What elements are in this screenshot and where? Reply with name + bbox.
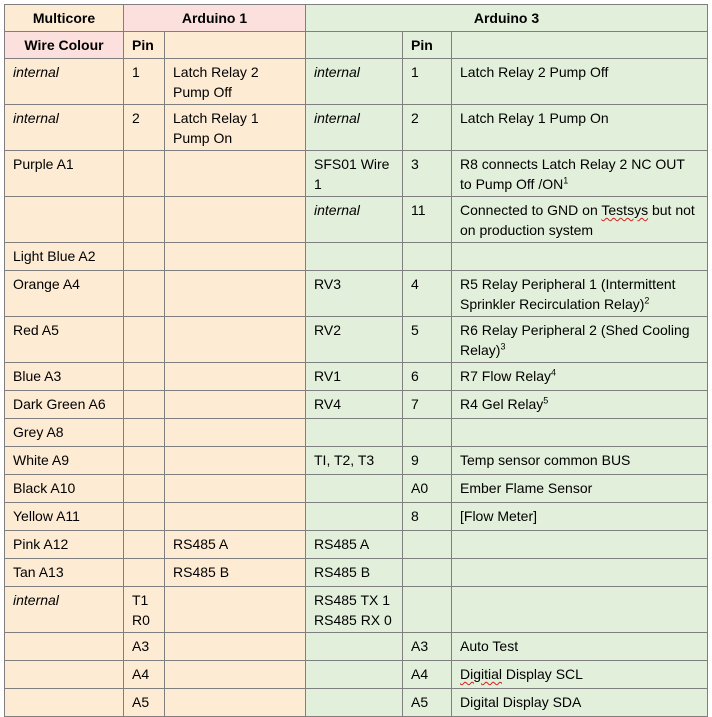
- arduino1-desc-header: [165, 32, 306, 59]
- cell-text: Latch Relay 1 Pump On: [173, 110, 259, 146]
- arduino3-pin-cell: [403, 271, 452, 317]
- cell-text: Ember Flame Sensor: [460, 480, 593, 496]
- header-row-1: [5, 5, 708, 32]
- arduino1-desc-cell: [165, 447, 306, 475]
- arduino3-src-cell: [306, 363, 403, 391]
- cell-text: 5: [411, 322, 419, 338]
- arduino3-pin-cell: [403, 151, 452, 197]
- arduino3-desc-cell: [452, 317, 708, 363]
- desc-text: but not on production system: [460, 202, 695, 238]
- table-row: [5, 559, 708, 587]
- arduino1-pin-cell: [124, 271, 165, 317]
- table-row: [5, 151, 708, 197]
- arduino1-pin-cell: [124, 197, 165, 243]
- cell-text: RS485 TX 1 RS485 RX 0: [314, 592, 392, 628]
- cell-text: R6 Relay Peripheral 2 (Shed Cooling Relay): [460, 322, 690, 358]
- arduino3-pin-cell: [403, 363, 452, 391]
- arduino3-desc-cell: [452, 271, 708, 317]
- arduino3-src-cell: [306, 317, 403, 363]
- cell-text: [Flow Meter]: [460, 508, 538, 524]
- table-row: [5, 419, 708, 447]
- wire-colour-cell: [5, 271, 124, 317]
- cell-text: A5: [411, 694, 429, 710]
- arduino1-pin-cell: [124, 419, 165, 447]
- cell-text: RS485 A: [173, 536, 229, 552]
- arduino1-desc-cell: [165, 271, 306, 317]
- wire-colour-cell: [5, 419, 124, 447]
- arduino1-pin-header: Pin: [124, 32, 165, 59]
- cell-text: 1: [411, 64, 419, 80]
- cell-text: RS485 A: [314, 536, 370, 552]
- arduino3-desc-cell: [452, 151, 708, 197]
- table-row: [5, 447, 708, 475]
- cell-text: Latch Relay 2 Pump Off: [173, 64, 259, 100]
- cell-text: 8: [411, 508, 419, 524]
- cell-text: Latch Relay 2 Pump Off: [460, 64, 609, 80]
- cell-text: internal: [314, 202, 360, 218]
- arduino3-pin-cell: [403, 391, 452, 419]
- cell-text: A3: [132, 638, 150, 654]
- arduino3-pin-cell: [403, 419, 452, 447]
- footnote-marker: 1: [563, 175, 569, 186]
- table-row: [5, 363, 708, 391]
- footnote-marker: 5: [543, 395, 549, 406]
- cell-text: Blue A3: [13, 368, 62, 384]
- arduino3-pin-cell: [403, 447, 452, 475]
- desc-text: Connected to GND on: [460, 202, 602, 218]
- arduino1-desc-cell: [165, 587, 306, 633]
- arduino1-pin-cell: [124, 105, 165, 151]
- table-row: [5, 633, 708, 661]
- arduino1-pin-cell: [124, 633, 165, 661]
- arduino3-pin-cell: [403, 531, 452, 559]
- cell-text: Dark Green A6: [13, 396, 106, 412]
- arduino3-desc-cell: [452, 531, 708, 559]
- arduino3-src-cell: [306, 503, 403, 531]
- wiring-table: [4, 4, 708, 717]
- wire-colour-cell: [5, 475, 124, 503]
- arduino1-desc-cell: [165, 475, 306, 503]
- wire-colour-cell: [5, 531, 124, 559]
- wire-colour-header: Wire Colour: [5, 32, 124, 59]
- table-row: [5, 391, 708, 419]
- wire-colour-cell: [5, 197, 124, 243]
- arduino3-src-header: [306, 32, 403, 59]
- arduino3-pin-header: Pin: [403, 32, 452, 59]
- spellcheck-word: Digitial: [460, 666, 503, 682]
- arduino3-src-cell: [306, 559, 403, 587]
- arduino3-src-cell: [306, 59, 403, 105]
- arduino3-desc-cell: [452, 197, 708, 243]
- multicore-header: Multicore: [5, 5, 124, 32]
- arduino3-pin-cell: [403, 661, 452, 689]
- cell-text: Red A5: [13, 322, 59, 338]
- arduino3-pin-cell: [403, 243, 452, 271]
- wire-colour-cell: [5, 587, 124, 633]
- cell-text: Pink A12: [13, 536, 69, 552]
- arduino3-pin-cell: [403, 59, 452, 105]
- arduino1-pin-cell: [124, 391, 165, 419]
- wire-colour-cell: [5, 633, 124, 661]
- cell-text: 9: [411, 452, 419, 468]
- wire-colour-cell: [5, 559, 124, 587]
- header-row-2: [5, 32, 708, 59]
- cell-text: White A9: [13, 452, 70, 468]
- cell-text: Orange A4: [13, 276, 80, 292]
- arduino3-src-cell: [306, 447, 403, 475]
- arduino3-desc-header: [452, 32, 708, 59]
- arduino3-desc-cell: [452, 363, 708, 391]
- table-row: [5, 475, 708, 503]
- arduino3-desc-cell: [452, 243, 708, 271]
- arduino1-pin-cell: [124, 661, 165, 689]
- cell-text: A3: [411, 638, 429, 654]
- arduino1-pin-cell: [124, 503, 165, 531]
- cell-text: Black A10: [13, 480, 76, 496]
- arduino1-desc-cell: [165, 419, 306, 447]
- arduino1-pin-cell: [124, 531, 165, 559]
- arduino3-src-cell: [306, 587, 403, 633]
- cell-text: Auto Test: [460, 638, 519, 654]
- wire-colour-cell: [5, 363, 124, 391]
- cell-text: 1: [132, 64, 140, 80]
- wire-colour-cell: [5, 59, 124, 105]
- table-row: [5, 317, 708, 363]
- cell-text: Digital Display SDA: [460, 694, 582, 710]
- cell-text: internal: [13, 110, 59, 126]
- arduino3-desc-cell: [452, 391, 708, 419]
- table-row: [5, 197, 708, 243]
- arduino1-desc-cell: [165, 151, 306, 197]
- arduino1-desc-cell: [165, 559, 306, 587]
- cell-text: RS485 B: [173, 564, 230, 580]
- arduino3-src-cell: [306, 531, 403, 559]
- arduino1-pin-cell: [124, 151, 165, 197]
- arduino3-desc-cell: [452, 689, 708, 717]
- cell-text: A5: [132, 694, 150, 710]
- cell-text: internal: [13, 592, 59, 608]
- arduino3-pin-cell: [403, 587, 452, 633]
- arduino1-pin-cell: [124, 475, 165, 503]
- arduino1-desc-cell: [165, 531, 306, 559]
- arduino1-desc-cell: [165, 317, 306, 363]
- cell-text: Latch Relay 1 Pump On: [460, 110, 609, 126]
- cell-text: R8 connects Latch Relay 2 NC OUT to Pump Off /ON: [460, 156, 685, 192]
- arduino3-pin-cell: [403, 105, 452, 151]
- wire-colour-cell: [5, 503, 124, 531]
- arduino3-desc-cell: [452, 419, 708, 447]
- table-row: [5, 587, 708, 633]
- arduino1-desc-cell: [165, 243, 306, 271]
- wire-colour-cell: [5, 317, 124, 363]
- arduino1-pin-cell: [124, 559, 165, 587]
- arduino1-header: Arduino 1: [124, 5, 306, 32]
- table-row: [5, 689, 708, 717]
- table-row: [5, 503, 708, 531]
- arduino1-desc-cell: [165, 59, 306, 105]
- arduino3-src-cell: [306, 661, 403, 689]
- arduino1-desc-cell: [165, 661, 306, 689]
- cell-text: RV1: [314, 368, 341, 384]
- cell-text: Grey A8: [13, 424, 64, 440]
- cell-text: internal: [314, 110, 360, 126]
- arduino3-src-cell: [306, 105, 403, 151]
- arduino3-pin-cell: [403, 317, 452, 363]
- arduino3-src-cell: [306, 391, 403, 419]
- wire-colour-cell: [5, 689, 124, 717]
- arduino3-desc-cell: [452, 59, 708, 105]
- arduino3-pin-cell: [403, 633, 452, 661]
- wire-colour-cell: [5, 243, 124, 271]
- table-row: [5, 59, 708, 105]
- arduino3-desc-cell: [452, 475, 708, 503]
- arduino3-pin-cell: [403, 197, 452, 243]
- cell-text: internal: [13, 64, 59, 80]
- arduino1-desc-cell: [165, 503, 306, 531]
- arduino1-desc-cell: [165, 197, 306, 243]
- arduino3-desc-cell: [452, 105, 708, 151]
- cell-text: TI, T2, T3: [314, 452, 375, 468]
- cell-text: A0: [411, 480, 429, 496]
- arduino3-pin-cell: [403, 503, 452, 531]
- arduino1-pin-cell: [124, 317, 165, 363]
- spellcheck-word: Testsys: [601, 202, 649, 218]
- cell-text: T1 R0: [132, 592, 150, 628]
- arduino3-pin-cell: [403, 559, 452, 587]
- cell-text: 2: [132, 110, 140, 126]
- table-row: [5, 105, 708, 151]
- arduino1-pin-cell: [124, 243, 165, 271]
- arduino1-desc-cell: [165, 105, 306, 151]
- cell-text: Yellow A11: [13, 508, 80, 524]
- cell-text: 11: [411, 202, 426, 218]
- cell-text: internal: [314, 64, 360, 80]
- arduino1-pin-cell: [124, 363, 165, 391]
- arduino3-desc-cell: [452, 447, 708, 475]
- arduino3-desc-cell: [452, 661, 708, 689]
- cell-text: A4: [132, 666, 150, 682]
- wire-colour-cell: [5, 447, 124, 475]
- arduino1-pin-cell: [124, 447, 165, 475]
- cell-text: Light Blue A2: [13, 248, 96, 264]
- arduino1-desc-cell: [165, 689, 306, 717]
- arduino3-src-cell: [306, 689, 403, 717]
- arduino1-desc-cell: [165, 633, 306, 661]
- wire-colour-cell: [5, 661, 124, 689]
- cell-text: RV2: [314, 322, 341, 338]
- wire-colour-cell: [5, 391, 124, 419]
- arduino3-header: Arduino 3: [306, 5, 708, 32]
- arduino3-src-cell: [306, 151, 403, 197]
- cell-text: R7 Flow Relay: [460, 368, 552, 384]
- arduino3-desc-cell: [452, 633, 708, 661]
- footnote-marker: 3: [500, 341, 506, 352]
- cell-text: RV3: [314, 276, 341, 292]
- table-row: [5, 271, 708, 317]
- arduino3-src-cell: [306, 633, 403, 661]
- footnote-marker: 4: [551, 367, 557, 378]
- cell-text: RV4: [314, 396, 341, 412]
- cell-text: Purple A1: [13, 156, 74, 172]
- table-row: [5, 661, 708, 689]
- cell-text: 6: [411, 368, 419, 384]
- cell-text: Tan A13: [13, 564, 64, 580]
- arduino3-src-cell: [306, 271, 403, 317]
- arduino3-desc-cell: [452, 587, 708, 633]
- table-row: [5, 531, 708, 559]
- arduino3-pin-cell: [403, 689, 452, 717]
- cell-text: A4: [411, 666, 429, 682]
- cell-text: 3: [411, 156, 419, 172]
- arduino3-desc-cell: [452, 559, 708, 587]
- arduino3-src-cell: [306, 197, 403, 243]
- arduino1-pin-cell: [124, 689, 165, 717]
- cell-text: SFS01 Wire 1: [314, 156, 390, 192]
- cell-text: Temp sensor common BUS: [460, 452, 631, 468]
- arduino1-desc-cell: [165, 391, 306, 419]
- footnote-marker: 2: [644, 295, 650, 306]
- cell-text: R4 Gel Relay: [460, 396, 544, 412]
- cell-text: RS485 B: [314, 564, 371, 580]
- table-row: [5, 243, 708, 271]
- arduino1-pin-cell: [124, 59, 165, 105]
- arduino3-desc-cell: [452, 503, 708, 531]
- arduino3-src-cell: [306, 475, 403, 503]
- arduino1-pin-cell: [124, 587, 165, 633]
- arduino3-pin-cell: [403, 475, 452, 503]
- cell-text: R5 Relay Peripheral 1 (Intermittent Sprinkler Recirculation Relay): [460, 276, 676, 312]
- wire-colour-cell: [5, 105, 124, 151]
- cell-text: 2: [411, 110, 419, 126]
- arduino1-desc-cell: [165, 363, 306, 391]
- arduino3-src-cell: [306, 419, 403, 447]
- cell-text: 4: [411, 276, 419, 292]
- desc-text: Display SCL: [502, 666, 583, 682]
- wire-colour-cell: [5, 151, 124, 197]
- arduino3-src-cell: [306, 243, 403, 271]
- cell-text: 7: [411, 396, 419, 412]
